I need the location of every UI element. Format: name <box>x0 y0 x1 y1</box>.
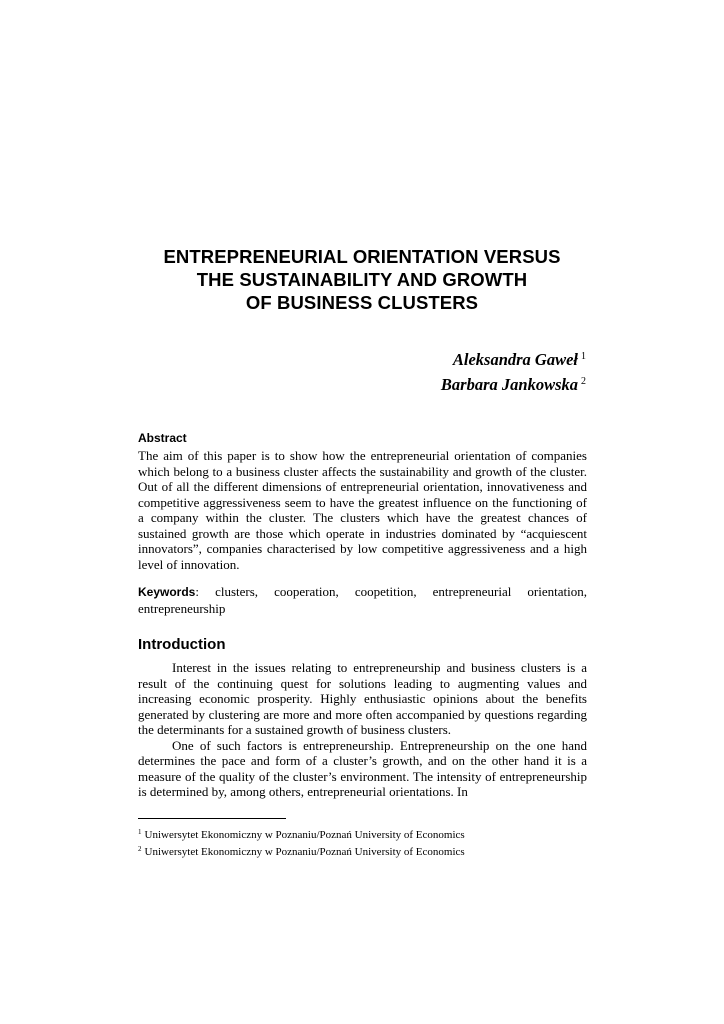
keywords-label: Keywords <box>138 585 196 599</box>
title-line-3: OF BUSINESS CLUSTERS <box>245 292 479 313</box>
footnote-divider <box>138 818 286 819</box>
author-2 <box>441 371 586 396</box>
footnote-mark: 2 <box>138 845 142 853</box>
footnotes <box>138 825 465 859</box>
footnote-1 <box>138 825 465 842</box>
abstract-text: The aim of this paper is to show how the entrepreneurial orientation of companies which belong to a business cluster affects the sustainability and growth of the cluster. Out of all the different dimensions of entrepreneurial orientation, innovativeness and competitive aggressiveness seem to have the greatest influence on the functioning of a company within the cluster. The clusters which have the greatest chances of sustained growth are those which operate in industries dominated by “acquiescent innovators”, companies characterised by low competitive aggressiveness and a high level of innovation. <box>138 448 587 572</box>
keywords <box>138 584 587 616</box>
keywords-text: : clusters, cooperation, coopetition, entrepreneurial orientation, entrepreneurship <box>138 584 587 616</box>
author-footnote-mark: 2 <box>581 376 586 387</box>
title-line-2: THE SUSTAINABILITY AND GROWTH <box>196 269 528 290</box>
paper-title <box>100 245 624 314</box>
introduction-paragraph-2: One of such factors is entrepreneurship. Entrepreneurship on the one hand determines the pace and form of a cluster’s growth, and on the other hand it is a measure of the quality of the cluster’s environment. The intensity of entrepreneurship is determined by, among others, entrepreneurial orientations. In <box>138 737 587 799</box>
introduction-heading: Introduction <box>138 636 226 653</box>
author-1 <box>441 346 586 371</box>
author-list <box>441 346 586 396</box>
footnote-mark: 1 <box>138 828 142 836</box>
title-line-1: ENTREPRENEURIAL ORIENTATION VERSUS <box>163 246 561 267</box>
footnote-2 <box>138 842 465 859</box>
author-footnote-mark: 1 <box>581 351 586 362</box>
introduction-body <box>138 660 587 800</box>
abstract-heading: Abstract <box>138 431 187 445</box>
introduction-paragraph-1: Interest in the issues relating to entrepreneurship and business clusters is a result of the continuing quest for solutions leading to augmenting values and increasing economic prosperity. Highly enthusiastic opinions about the benefits generated by clustering are more and more often accompanied by questions regarding the determinants for a sustained growth of business clusters. <box>138 660 587 737</box>
footnote-text: Uniwersytet Ekonomiczny w Poznaniu/Poznań University of Economics <box>144 829 465 841</box>
author-name: Aleksandra Gaweł <box>452 350 578 369</box>
footnote-text: Uniwersytet Ekonomiczny w Poznaniu/Poznań University of Economics <box>144 846 465 858</box>
author-name: Barbara Jankowska <box>440 375 578 394</box>
